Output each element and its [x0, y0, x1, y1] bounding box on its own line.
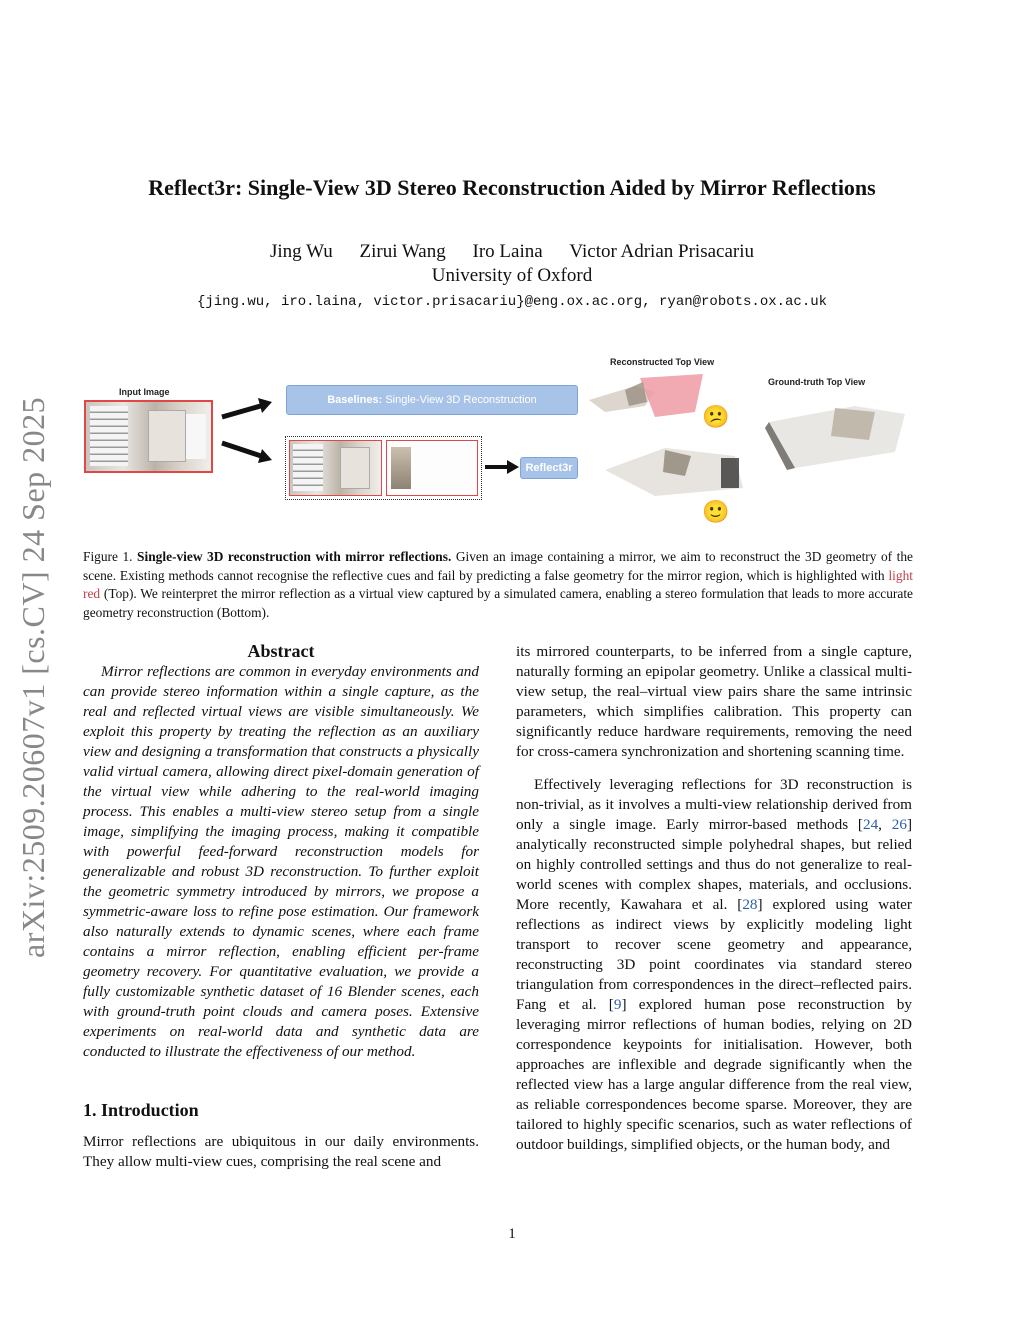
virtual-view-image — [386, 440, 478, 496]
caption-prefix: Figure 1. — [83, 549, 138, 564]
caption-bold: Single-view 3D reconstruction with mirror reflections. — [137, 549, 452, 564]
caption-highlight: light red — [83, 567, 913, 601]
baselines-box — [286, 385, 578, 415]
arxiv-watermark: arXiv:2509.20607v1 [cs.CV] 24 Sep 2025 — [15, 396, 51, 958]
body-paragraph: its mirrored counterparts, to be inferred from a single capture, naturally forming an epipolar geometry. Unlike a classical multi-view setup, the real–virtual view pairs share the same intrinsic parameters, which simplifies calibration. This property can significantly reduce hardware requirements, removing the need for cross-camera synchronization and shortening scanning time. — [516, 643, 912, 760]
author-name: Jing Wu — [269, 241, 333, 262]
citation-link[interactable]: 26 — [891, 816, 907, 833]
paragraph-text: ] explored human pose reconstruction by leveraging mirror reflections of human bodies, relying on 2D correspondence keypoints for initialisation. However, both approaches are inflexible and degrade significantly when the reflected view has a large angular difference from the real view, as reliable correspondences become sparse. Moreover, they are tailored to highly specific scenarios, such as water reflections of outdoor buildings, simplified objects, or the human body, and — [516, 996, 912, 1153]
author-name: Victor Adrian Prisacariu — [569, 241, 754, 262]
baselines-bold-label: Baselines: — [327, 394, 383, 406]
baselines-label: Single-View 3D Reconstruction — [382, 394, 537, 406]
input-image-label: Input Image — [119, 387, 170, 397]
citation-link[interactable]: 28 — [742, 896, 758, 913]
affiliation: University of Oxford — [431, 265, 593, 286]
stereo-pair-box — [285, 436, 482, 500]
left-column — [83, 640, 479, 1172]
input-image — [84, 400, 213, 473]
author-emails: {jing.wu, iro.laina, victor.prisacariu}@eng.ox.ac.org, ryan@robots.ox.ac.uk — [196, 294, 828, 310]
author-name: Zirui Wang — [359, 241, 446, 262]
author-list — [60, 240, 964, 264]
citation-link[interactable]: 9 — [613, 996, 622, 1013]
abstract-heading: Abstract — [247, 641, 315, 661]
happy-face-icon: 🙂 — [702, 499, 730, 524]
intro-paragraph: Mirror reflections are ubiquitous in our daily environments. They allow multi-view cues, comprising the real scene and — [83, 1133, 479, 1170]
arrow-icon — [483, 457, 521, 477]
ground-truth-reconstruction — [765, 392, 910, 472]
section-heading: 1. Introduction — [83, 1100, 199, 1120]
right-column — [516, 642, 912, 1155]
reflect3r-box: Reflect3r — [520, 457, 578, 479]
baseline-reconstruction — [585, 372, 705, 422]
caption-text: (Top). We reinterpret the mirror reflection as a virtual view captured by a simulated camera, enabling a stereo formulation that leads to more accurate geometry reconstruction (Bottom). — [83, 586, 913, 620]
paragraph-text: , — [878, 816, 892, 833]
figure-caption — [83, 548, 913, 622]
reflect3r-reconstruction — [595, 442, 745, 502]
paragraph-text: ] explored using water reflections as indirect views by explicitly modeling light transport to recover scene geometry and appearance, reconstructing 3D point coordinates via standard stereo triangulation from correspondences in the direct–reflected pairs. Fang et al. [ — [516, 896, 912, 1013]
ground-truth-label: Ground-truth Top View — [768, 377, 866, 387]
author-name: Iro Laina — [472, 241, 543, 262]
arrow-icon — [218, 395, 278, 465]
abstract-body: Mirror reflections are common in everyday environments and can provide stereo information within a single capture, as the real and reflected virtual views are visible simultaneously. We exploit this property by treating the reflection as an auxiliary view and designing a transformation that constructs a physically valid virtual camera, allowing direct pixel-domain generation of the virtual view while adhering to the real-world imaging process. This enables a multi-view stereo setup from a single image, simplifying the imaging process, making it compatible with powerful feed-forward reconstruction models for generalizable and robust 3D reconstruction. To further exploit the geometric symmetry introduced by mirrors, we propose a symmetric-aware loss to refine pose estimation. Our framework also naturally extends to dynamic scenes, where each frame contains a mirror reflection, enabling efficient per-frame geometry recovery. For quantitative evaluation, we provide a fully customizable synthetic dataset of 16 Blender scenes, each with ground-truth point clouds and camera poses. Extensive experiments on real-world data and synthetic data are conducted to illustrate the effectiveness of our method. — [83, 663, 479, 1060]
figure-1 — [80, 350, 940, 540]
paragraph-text: Effectively leveraging reflections for 3D reconstruction is non-trivial, as it involves a multi-view relationship derived from only a single image. Early mirror-based methods [ — [516, 776, 912, 833]
body-paragraph — [516, 775, 912, 1155]
sad-face-icon: 😕 — [702, 404, 730, 429]
paragraph-text: ] analytically reconstructed simple polyhedral shapes, but relied on highly controlled settings and thus do not generalize to real-world scenes with complex shapes, materials, and occlusions. More recently, Kawahara et al. [ — [516, 816, 912, 913]
citation-link[interactable]: 24 — [862, 816, 879, 833]
reconstructed-view-label: Reconstructed Top View — [610, 357, 715, 367]
caption-text: Given an image containing a mirror, we aim to reconstruct the 3D geometry of the scene. Existing methods cannot recognise the reflective cues and fail by predicting a false geometry for the mirror region, which is highlighted with — [83, 549, 914, 583]
paper-title: Reflect3r: Single-View 3D Stereo Reconstruction Aided by Mirror Reflections — [148, 175, 876, 200]
page-number: 1 — [508, 1226, 516, 1242]
real-view-image — [289, 440, 382, 496]
